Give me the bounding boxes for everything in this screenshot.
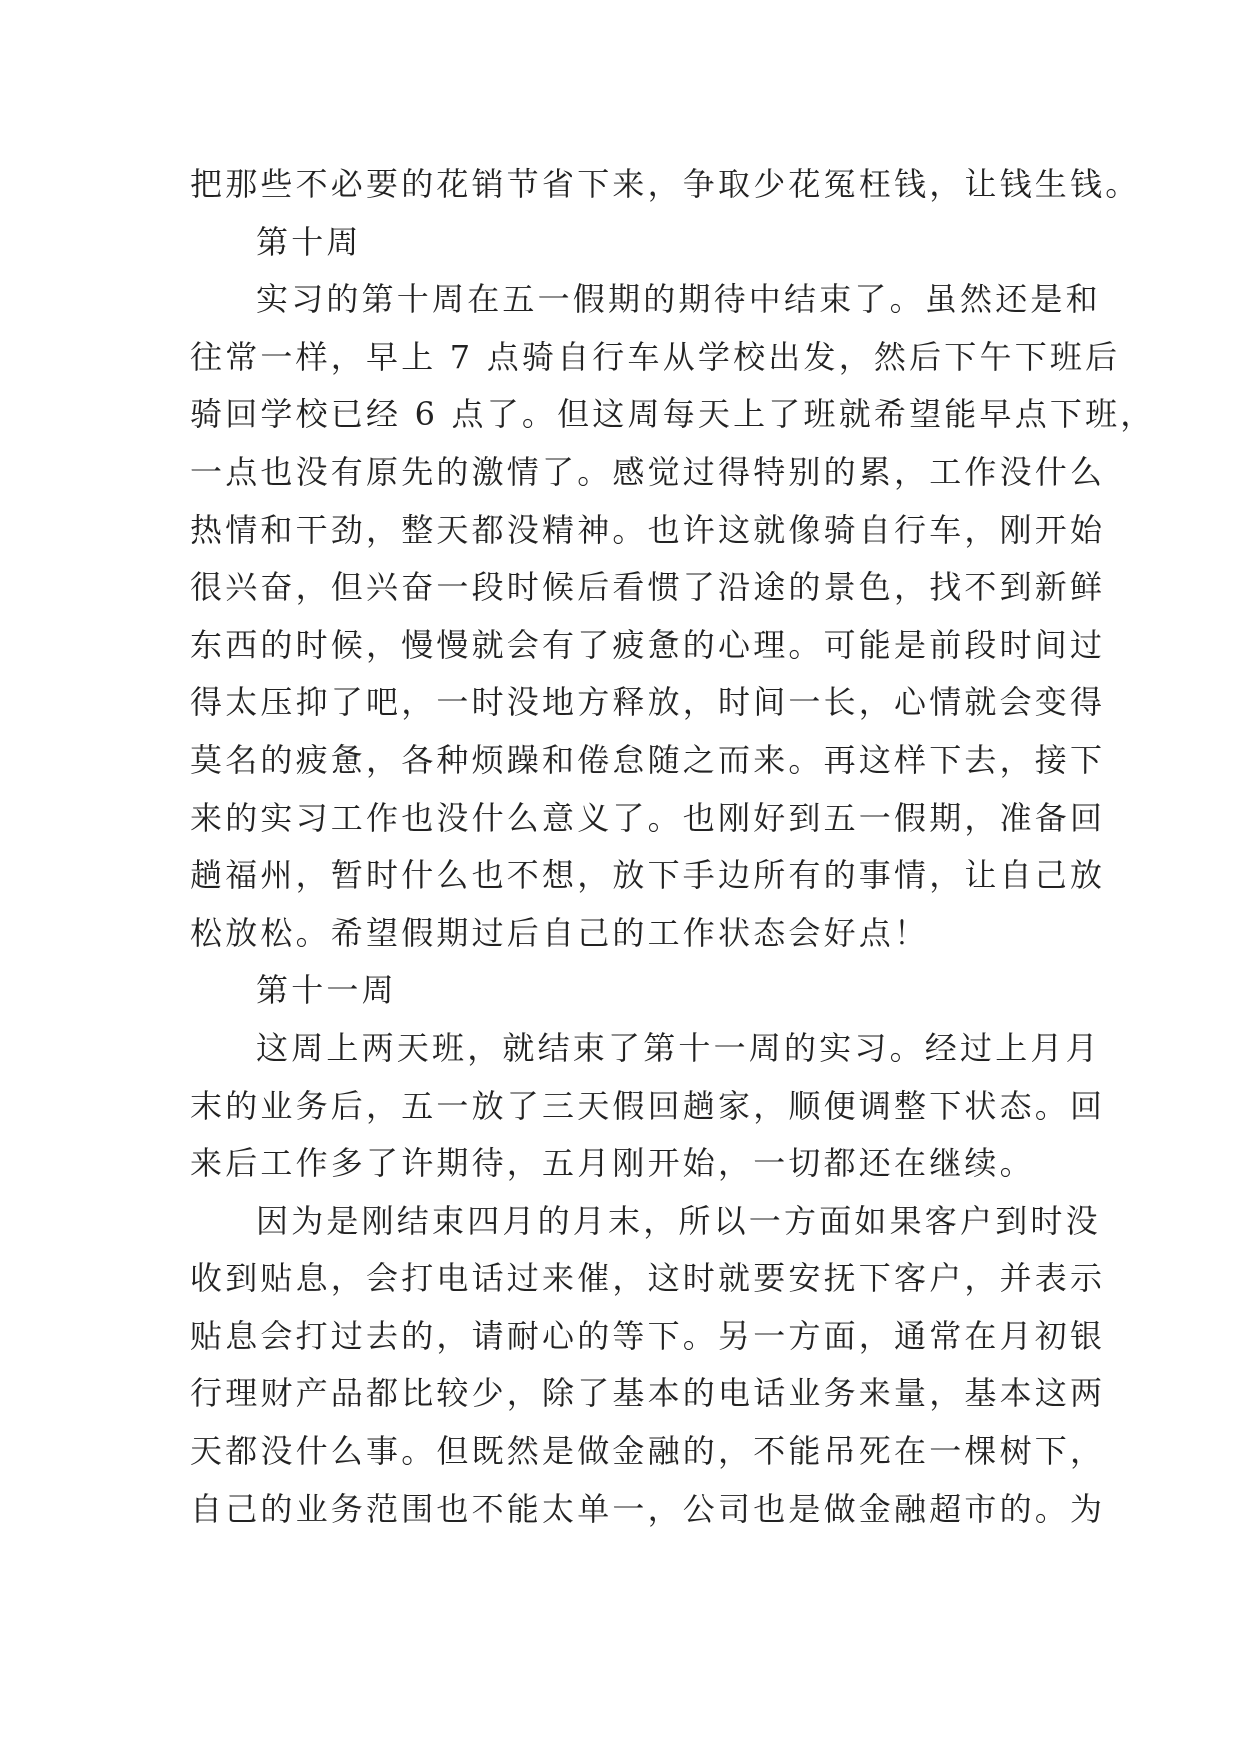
text-line: 收到贴息，会打电话过来催，这时就要安抚下客户，并表示: [190, 1259, 1106, 1298]
text-line: 一点也没有原先的激情了。感觉过得特别的累，工作没什么: [190, 452, 1106, 491]
text-line: 实习的第十周在五一假期的期待中结束了。虽然还是和: [256, 280, 1101, 319]
text-line: 天都没什么事。但既然是做金融的，不能吊死在一棵树下，: [190, 1432, 1106, 1471]
text-line: 因为是刚结束四月的月末，所以一方面如果客户到时没: [256, 1201, 1101, 1240]
text-line: 松放松。希望假期过后自己的工作状态会好点！: [190, 913, 930, 952]
text-line: 贴息会打过去的，请耐心的等下。另一方面，通常在月初银: [190, 1316, 1106, 1355]
text-line: 末的业务后，五一放了三天假回趟家，顺便调整下状态。回: [190, 1086, 1106, 1125]
text-line: 很兴奋，但兴奋一段时候后看惯了沿途的景色，找不到新鲜: [190, 568, 1106, 607]
text-line: 东西的时候，慢慢就会有了疲惫的心理。可能是前段时间过: [190, 625, 1106, 664]
text-line: 这周上两天班，就结束了第十一周的实习。经过上月月: [256, 1028, 1101, 1067]
text-line: 趟福州，暂时什么也不想，放下手边所有的事情，让自己放: [190, 856, 1106, 895]
text-line: 得太压抑了吧，一时没地方释放，时间一长，心情就会变得: [190, 683, 1106, 722]
text-line: 往常一样，早上 7 点骑自行车从学校出发，然后下午下班后: [190, 337, 1121, 376]
text-line: 热情和干劲，整天都没精神。也许这就像骑自行车，刚开始: [190, 510, 1106, 549]
text-line: 来的实习工作也没什么意义了。也刚好到五一假期，准备回: [190, 798, 1106, 837]
text-line: 第十周: [256, 222, 362, 261]
text-line: 把那些不必要的花销节省下来，争取少花冤枉钱，让钱生钱。: [190, 165, 1141, 203]
text-line: 行理财产品都比较少，除了基本的电话业务来量，基本这两: [190, 1374, 1106, 1413]
document-body: [190, 156, 1156, 1538]
text-line: 骑回学校已经 6 点了。但这周每天上了班就希望能早点下班，: [190, 395, 1156, 434]
text-line: 第十一周: [256, 971, 397, 1010]
text-line: 自己的业务范围也不能太单一，公司也是做金融超市的。为: [190, 1489, 1106, 1528]
text-line: 莫名的疲惫，各种烦躁和倦怠随之而来。再这样下去，接下: [190, 740, 1106, 779]
text-line: 来后工作多了许期待，五月刚开始，一切都还在继续。: [190, 1144, 1035, 1183]
